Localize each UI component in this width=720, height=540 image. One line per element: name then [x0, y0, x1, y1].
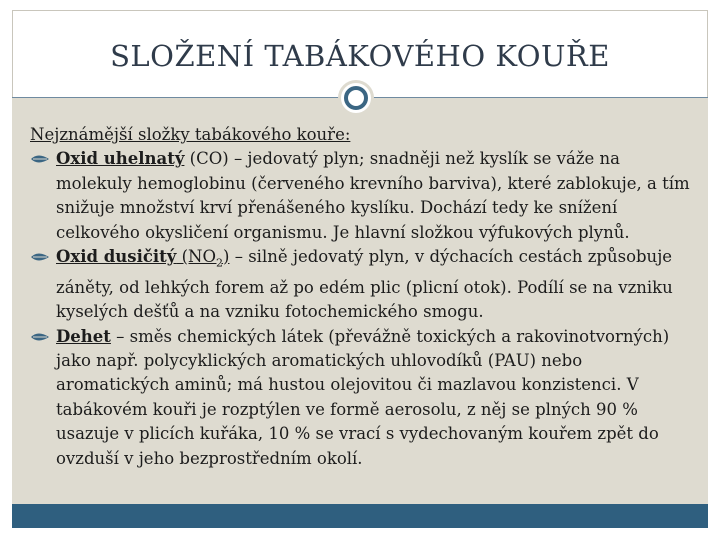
- item-formula: [176, 247, 230, 270]
- leaf-bullet-icon: [30, 331, 50, 343]
- list-item: [30, 147, 690, 245]
- intro-text: Nejznámější složky tabákového kouře:: [30, 125, 351, 144]
- item-term: Dehet: [56, 326, 111, 346]
- item-term: Oxid uhelnatý: [56, 149, 185, 169]
- formula-pre: (NO: [176, 247, 217, 267]
- item-term: Oxid dusičitý: [56, 247, 177, 267]
- formula-sub: 2: [216, 256, 224, 270]
- item-text: – silně jedovatý plyn, v dýchacích cestách způsobuje záněty, od lehkých forem až po edém plic (plicní otok). Podílí se na vzniku kyselých dešťů a na vzniku fotochemického smogu.: [56, 247, 673, 322]
- formula-post: ): [223, 247, 230, 267]
- slide-title: SLOŽENÍ TABÁKOVÉHO KOUŘE: [110, 39, 610, 73]
- leaf-bullet-icon: [30, 153, 50, 165]
- slide-body: [30, 123, 690, 471]
- list-item: [30, 245, 690, 325]
- list-item: [30, 325, 690, 471]
- footer-bar: [12, 504, 708, 528]
- item-text: (CO) – jedovatý plyn; snadněji než kyslík se váže na molekuly hemoglobinu (červeného krevního barviva), které zablokuje, a tím snižuje množství krví přenášeného kyslíku. Dochází tedy ke snížení celkového okysličení organismu. Je hlavní složkou výfukových plynů.: [56, 149, 690, 242]
- item-text: – směs chemických látek (převážně toxických a rakovinotvorných) jako např. polycyklických aromatických uhlovodíků (PAU) nebo aromatických aminů; má hustou olejovitou či mazlavou konzistenci. V tabákovém kouři je rozptýlen ve formě aerosolu, z něj se plných 90 % usazuje v plicích kuřáka, 10 % se vrací s vydechovaným kouřem zpět do ovzduší v jeho bezprostředním okolí.: [56, 326, 670, 468]
- leaf-bullet-icon: [30, 251, 50, 263]
- ring-ornament-inner: [344, 86, 368, 110]
- ring-ornament-icon: [338, 80, 374, 116]
